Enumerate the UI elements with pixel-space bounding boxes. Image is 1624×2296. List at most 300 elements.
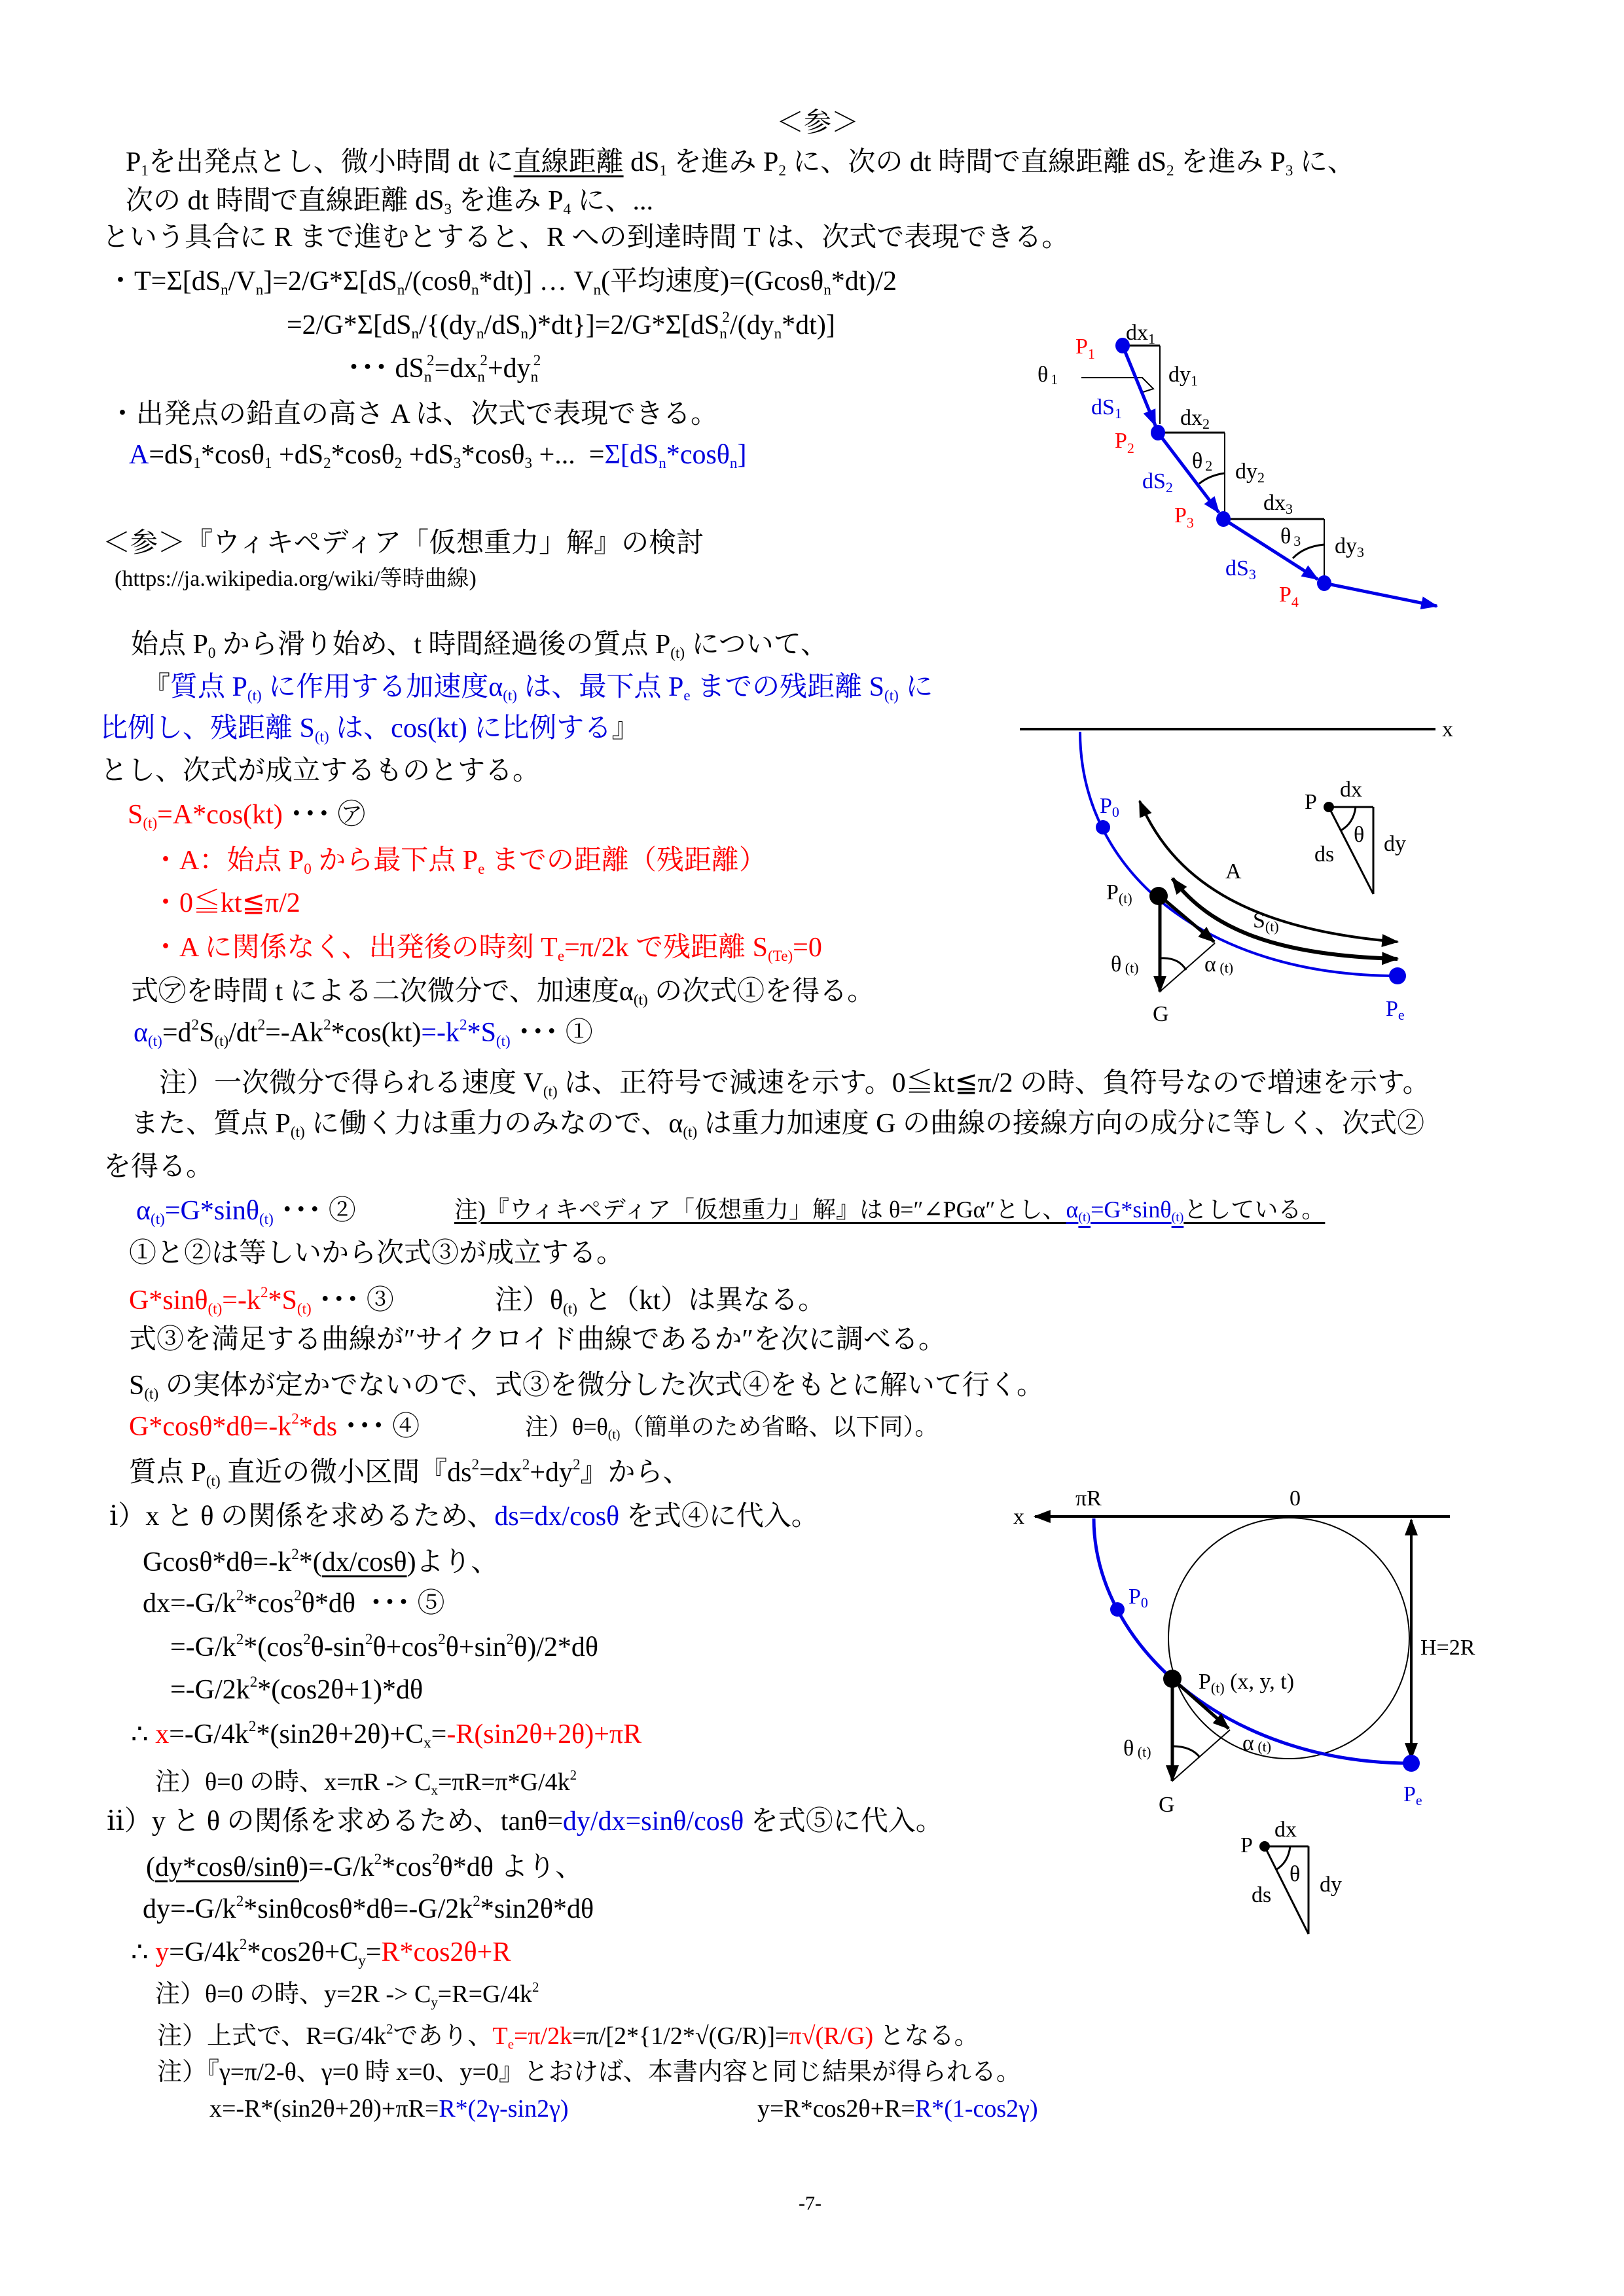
gravity-label: G (1153, 1002, 1169, 1026)
text-run: *ds (298, 1412, 338, 1442)
label-sub: 1 (1051, 371, 1058, 387)
text-run: ･･･ dS (347, 353, 424, 384)
text-run: θ)/2*dθ (514, 1632, 599, 1662)
text-run: を式④に代入。 (619, 1501, 819, 1532)
current-point-label (1106, 880, 1132, 906)
diagram-cycloid (1013, 1486, 1475, 1934)
text-run: Gcosθ*dθ=-k (143, 1547, 292, 1577)
subscript: 3 (1285, 162, 1293, 179)
text-run: =-Ak (265, 1018, 324, 1048)
text-run: *dt)/2 (831, 266, 897, 296)
superscript: 2 (248, 1717, 257, 1734)
label-main: P (1403, 1782, 1416, 1806)
text-run: 注)『ウィキペディア「仮想重力」解』は θ=″∠PGα″とし、 (454, 1196, 1066, 1223)
differential-triangle (1240, 1818, 1342, 1934)
text-run: に、次の dt 時間で直線距離 dS (785, 147, 1166, 177)
text-run: =π/2k (514, 2022, 573, 2050)
subscript: (t) (607, 1427, 621, 1443)
superscript: 2 (427, 351, 435, 368)
text-run: から最下点 P (311, 846, 478, 876)
point-p4-dot (1317, 575, 1331, 591)
text-run: は、正符号で減速を示す。0≦kt≦π/2 の時、負符号なので増速を示す。 (557, 1068, 1430, 1098)
text-run: ・T=Σ[dS (107, 266, 221, 296)
subscript: 3 (453, 454, 461, 472)
text-run: までの残距離 S (690, 672, 884, 702)
text-run: について、 (685, 630, 828, 660)
subscript: e (478, 860, 485, 878)
text-run: =πR=π*G/4k (437, 1768, 570, 1796)
text-run: *dt)] (782, 310, 835, 340)
text-run: =G*sinθ (164, 1196, 259, 1226)
text-run: は重力加速度 G の曲線の接線方向の成分に等しく、次式② (697, 1109, 1425, 1139)
subscript: 1 (264, 454, 272, 472)
ds3-label (1225, 556, 1256, 583)
text-run: /{(dy (419, 310, 477, 340)
text-run: *sinθcosθ*dθ=-G/2k (244, 1894, 473, 1924)
text-run: =-G/4k (169, 1719, 249, 1749)
text-run: *( (298, 1547, 322, 1577)
text-run: ･･･ ① (510, 1018, 593, 1048)
text-run: )=-G/k (298, 1852, 374, 1882)
label-sub: (t) (1210, 1679, 1225, 1696)
triangle-theta-arc (1276, 1846, 1290, 1870)
label-sub: 1 (1148, 331, 1155, 347)
text-run: α (1066, 1196, 1079, 1223)
text-run: =-k (222, 1285, 261, 1316)
differential-triangle (1305, 778, 1406, 894)
end-point-dot (1389, 967, 1406, 984)
superscript: 2 (249, 1672, 258, 1690)
text-run: としている。 (1183, 1196, 1326, 1223)
subscript: x (431, 1782, 438, 1798)
subscript: (t) (563, 1300, 577, 1318)
dy3-label (1335, 534, 1364, 560)
subscript: n (729, 454, 738, 472)
text-run: 質点 P (170, 672, 247, 702)
text-run: dS (623, 147, 660, 177)
subscript: (t) (151, 1210, 165, 1228)
subscript: (t) (314, 728, 329, 745)
text-run: /dS (484, 310, 521, 340)
text-run: 始点 P (131, 630, 208, 660)
current-point-dot (1163, 1670, 1182, 1688)
text-run: =R=G/4k (437, 1981, 533, 2008)
subscript: 2 (778, 162, 786, 179)
superscript: 2 (365, 1630, 373, 1647)
p4-label (1279, 583, 1299, 610)
text-run: =-k (421, 1018, 460, 1048)
superscript: 2 (236, 1586, 244, 1604)
triangle-dy-label: dy (1384, 832, 1406, 856)
superscript: 2 (569, 1767, 577, 1783)
text-run: ・出発点の鉛直の高さ A は、次式で表現できる。 (109, 399, 719, 429)
superscript: 2 (522, 1455, 530, 1473)
subscript: n (659, 454, 666, 472)
text-run: x=-R*(sin2θ+2θ)+πR= (209, 2095, 439, 2123)
descent-curve (1080, 732, 1398, 976)
text-run: 式③を満足する曲線が″サイクロイド曲線であるか″を次に調べる。 (129, 1325, 946, 1355)
text-run: の次式①を得る。 (647, 977, 875, 1007)
subscript: n (823, 281, 831, 298)
subscript: 3 (524, 454, 533, 472)
superscript: 2 (471, 1455, 480, 1473)
subscript: (t) (496, 1032, 511, 1050)
text-run: の実体が定かでないので、式③を微分した次式④をもとに解いて行く。 (158, 1371, 1044, 1401)
residual-s-label (1253, 908, 1279, 935)
text-run: 直線距離 (513, 147, 624, 177)
text-run: 質点 P (129, 1458, 206, 1488)
text-run: y (155, 1937, 170, 1967)
subscript: y (358, 1952, 366, 1969)
superscript: 2 (480, 351, 488, 368)
label-main: θ (1123, 1736, 1134, 1761)
triangle-dx-label: dx (1340, 778, 1362, 802)
text-run: +dS (272, 440, 324, 470)
x-axis-label: x (1013, 1505, 1024, 1529)
distance-a-label: A (1225, 859, 1242, 884)
text-run: =d (162, 1018, 192, 1048)
text-run: *(sin2θ+2θ)+C (256, 1719, 424, 1749)
text-run: 式㋐を時間 t による二次微分で、加速度α (131, 977, 634, 1007)
text-run: =A*cos(kt) (157, 800, 283, 830)
subscript: 1 (141, 162, 149, 179)
theta2-arc (1199, 473, 1225, 484)
text-run: G*cosθ*dθ=-k (129, 1412, 292, 1442)
text-run: 注）θ=θ (525, 1414, 608, 1440)
label-main: θ (1280, 524, 1291, 548)
label-sub: 1 (1114, 405, 1122, 422)
subscript: (t) (633, 991, 648, 1009)
label-main: P (1386, 997, 1398, 1021)
triangle-point-label: P (1240, 1833, 1253, 1857)
text-run: ･･･ ④ (337, 1412, 420, 1442)
force-triangle-edge (1172, 1730, 1230, 1781)
superscript: 2 (432, 1850, 440, 1867)
label-sub: e (1415, 1792, 1422, 1808)
text-run: *cos (382, 1852, 433, 1882)
text-run: 注）上式で、R=G/4k (157, 2022, 387, 2050)
text-run: （簡単のため省略、以下同）。 (620, 1414, 939, 1440)
superscript: 2 (323, 1015, 331, 1033)
text-run: -7- (799, 2193, 821, 2214)
text-run: 『 (143, 672, 171, 702)
start-point-dot (1096, 820, 1110, 834)
text-run: R*cos2θ+R (381, 1937, 511, 1967)
text-run: 』 (611, 713, 640, 744)
text-run: 次の dt 時間で直線距離 dS (126, 186, 444, 216)
text-run: という具合に R まで進むとすると、R への到達時間 T は、次式で表現できる。 (102, 223, 1070, 253)
point-p2-dot (1151, 425, 1165, 440)
subscript: n (471, 281, 479, 298)
label-main: dx (1263, 491, 1286, 515)
label-main: P (1075, 334, 1088, 359)
label-sub: 3 (1293, 533, 1301, 549)
label-main: dy (1335, 534, 1357, 558)
text-run: =π/2k で残距離 S (564, 933, 768, 963)
text-run: +dS (402, 440, 454, 470)
text-run: となる。 (873, 2022, 979, 2050)
current-point-dot (1149, 887, 1168, 905)
text-run: ∴ (131, 1719, 156, 1749)
label-main: dy (1168, 363, 1191, 387)
superscript: 2 (303, 1630, 311, 1647)
text-run: *cosθ (331, 440, 395, 470)
text-run: dx/cosθ (321, 1547, 407, 1577)
label-sub: 2 (1202, 416, 1210, 432)
label-sub: 2 (1205, 457, 1213, 474)
label-main: α (1242, 1731, 1254, 1755)
text-run: S (199, 1018, 215, 1048)
subscript: e (557, 947, 565, 965)
theta-label (1123, 1736, 1151, 1761)
subscript: (t) (208, 1300, 223, 1318)
text-run: 注）θ=0 の時、y=2R -> C (155, 1981, 431, 2008)
label-sub: 0 (1140, 1594, 1148, 1611)
text-run: +... = (532, 440, 605, 470)
end-point-label (1403, 1782, 1422, 1808)
text-run: *cosθ (461, 440, 525, 470)
subscript: n (221, 281, 228, 298)
text-run: ･･･ ③ (311, 1285, 394, 1316)
p1-label (1075, 334, 1095, 362)
text-run: は、cos(kt) に比例する (329, 713, 612, 744)
text-run: θ+sin (445, 1632, 507, 1662)
dy1-label (1168, 363, 1198, 389)
text-run: であり、 (393, 2022, 493, 2050)
text-run: G*sinθ (129, 1285, 208, 1316)
dx2-label (1180, 406, 1210, 432)
superscript: 2 (438, 1630, 446, 1647)
theta-label (1111, 952, 1139, 977)
text-run: *cos (244, 1588, 295, 1619)
text-run: *sin2θ*dθ (480, 1894, 594, 1924)
text-run: /dt (228, 1018, 258, 1048)
continuation-arrow (1324, 583, 1437, 606)
point-p3-dot (1216, 511, 1231, 527)
text-run: *dt)] … V (478, 266, 594, 296)
text-run: dy/dx=sinθ/cosθ (562, 1806, 744, 1837)
text-run: dy=-G/k (143, 1894, 236, 1924)
alpha-label (1242, 1731, 1271, 1755)
text-run: また、質点 P (131, 1109, 291, 1139)
text-run: に (898, 672, 933, 702)
text-run: (平均速度)=(Gcosθ (601, 266, 824, 296)
subscript: (t) (247, 687, 262, 704)
subscript: 3 (444, 200, 452, 218)
text-run: *cos(kt) (331, 1018, 422, 1048)
dy2-label (1235, 459, 1265, 486)
subscript: 2 (394, 454, 403, 472)
text-run: )より、 (406, 1547, 499, 1577)
subscript: 2 (1166, 162, 1174, 179)
theta1-label (1038, 363, 1058, 387)
subscript: n (593, 281, 602, 298)
label-sub: 2 (1165, 479, 1173, 495)
text-run: を進み P (667, 147, 779, 177)
subscript: (Te) (768, 947, 793, 965)
subscript: (t) (543, 1083, 558, 1100)
text-run: を出発点とし、微小時間 dt に (148, 147, 514, 177)
text-run: =G*sinθ (1091, 1196, 1172, 1223)
label-sub: (t) (1118, 890, 1132, 906)
triangle-theta-label: θ (1290, 1862, 1301, 1886)
text-run: を進み P (452, 186, 564, 216)
text-run: *S (467, 1018, 496, 1048)
subscript: n (774, 325, 782, 342)
text-run: ･･･ ② (273, 1196, 356, 1226)
subscript: (t) (683, 1123, 698, 1141)
text-run: α (136, 1196, 151, 1226)
text-run: *cos2θ+C (247, 1937, 359, 1967)
text-run: +dy (487, 353, 531, 384)
end-point-dot (1403, 1755, 1420, 1772)
subscript: (t) (1078, 1210, 1091, 1225)
text-run: 』から、 (580, 1458, 691, 1488)
subscript: (t) (290, 1123, 305, 1141)
label-sub: 3 (1357, 544, 1364, 560)
text-run: /(dy (729, 310, 774, 340)
subscript: (t) (670, 644, 685, 662)
text-run: *S (268, 1285, 297, 1316)
diagram-step-path (1038, 321, 1437, 610)
start-point-label (1100, 794, 1119, 820)
subscript: (t) (1171, 1210, 1184, 1225)
superscript: 2 (191, 1015, 200, 1033)
label-main: θ (1192, 449, 1203, 473)
label-main: S (1253, 908, 1265, 933)
text-run: を進み P (1174, 147, 1286, 177)
subscript: n (520, 325, 528, 342)
ds2-label (1142, 469, 1173, 495)
subscript: (t) (214, 1032, 229, 1050)
text-run: ⅰ）x と θ の関係を求めるため、 (109, 1501, 495, 1532)
label-main: P (1199, 1670, 1211, 1694)
label-sub: 2 (1257, 469, 1265, 486)
dx1-label (1126, 321, 1155, 347)
label-main: dx (1180, 406, 1202, 430)
gravity-label: G (1159, 1793, 1175, 1817)
text-run: x (155, 1719, 170, 1749)
superscript: 2 (573, 1455, 581, 1473)
text-run: から滑り始め、t 時間経過後の質点 P (215, 630, 671, 660)
subscript: n (719, 325, 727, 342)
text-run: 注）『γ=π/2-θ、γ=0 時 x=0、y=0』とおけば、本書内容と同じ結果が得られる。 (157, 2058, 1021, 2086)
text-run: -R(sin2θ+2θ)+πR (446, 1719, 642, 1749)
current-point-label (1199, 1670, 1294, 1696)
p2-label (1115, 429, 1134, 456)
height-label: H=2R (1420, 1636, 1475, 1660)
label-sub: 3 (1186, 514, 1194, 531)
text-run: θ*dθ ･･･ ⑤ (301, 1588, 445, 1619)
subscript: (t) (503, 687, 518, 704)
text-run: A (129, 440, 149, 470)
text-run: (https://ja.wikipedia.org/wiki/等時曲線) (115, 567, 477, 591)
text-run: R*(1-cos2γ) (914, 2095, 1038, 2123)
triangle-point-label: P (1305, 790, 1317, 814)
subscript: n (477, 368, 485, 386)
subscript: x (424, 1734, 431, 1751)
subscript: (t) (148, 1032, 162, 1050)
superscript: 2 (386, 2020, 393, 2037)
text-run: は、最下点 P (517, 672, 684, 702)
text-run: ＜参＞ (776, 108, 859, 138)
text-run: に作用する加速度α (261, 672, 503, 702)
text-run: ( (146, 1852, 155, 1882)
end-point-label (1386, 997, 1405, 1023)
superscript: 2 (533, 351, 541, 368)
text-run: ・A に関係なく、出発後の時刻 T (152, 933, 558, 963)
text-run: P (126, 147, 141, 177)
label-sub: (t) (1254, 1738, 1272, 1755)
label-sub: 0 (1111, 804, 1119, 820)
text-run: *(cos (244, 1632, 304, 1662)
pi-r-label: πR (1075, 1486, 1102, 1511)
label-main: θ (1038, 363, 1049, 387)
subscript: n (530, 368, 539, 386)
text-run: π√(R/G) (789, 2022, 874, 2050)
superscript: 2 (239, 1935, 247, 1952)
text-run: =dx (434, 353, 478, 384)
text-run: =π/[2*{1/2*√(G/R)]= (572, 2022, 789, 2050)
theta-arc (1160, 958, 1186, 970)
subscript: (t) (297, 1300, 312, 1318)
text-run: +dy (530, 1458, 573, 1488)
text-run: =0 (793, 933, 822, 963)
x-axis-label: x (1442, 717, 1453, 742)
text-run: T (492, 2022, 508, 2050)
triangle-dx-label: dx (1274, 1818, 1297, 1842)
text-run: = (431, 1719, 447, 1749)
text-run: ・0≦kt≦π/2 (152, 888, 300, 918)
label-sub: 1 (1191, 372, 1198, 389)
subscript: y (431, 1994, 438, 2010)
superscript: 2 (473, 1892, 480, 1909)
subscript: n (255, 281, 264, 298)
label-sub: 3 (1286, 501, 1293, 517)
start-point-label (1128, 1585, 1148, 1611)
subscript: n (424, 368, 432, 386)
label-main: θ (1111, 952, 1122, 977)
subscript: 4 (563, 200, 571, 218)
text-run: Σ[dS (604, 440, 659, 470)
label-sub: (t) (1134, 1744, 1151, 1760)
label-main: P (1106, 880, 1119, 905)
diagram-residual-distance (1020, 717, 1453, 1026)
label-sub: (t) (1121, 960, 1139, 976)
triangle-theta-label: θ (1354, 823, 1365, 847)
text-run: S (128, 800, 143, 830)
text-run: =dS (149, 440, 194, 470)
alpha-arrow (1160, 896, 1214, 942)
text-run: θ*dθ より、 (439, 1852, 583, 1882)
text-run: =2/G*Σ[dS (287, 310, 412, 340)
subscript: (t) (884, 687, 899, 704)
text-run: を式⑤に代入。 (744, 1806, 943, 1837)
subscript: 0 (208, 644, 216, 662)
p3-label (1174, 503, 1194, 531)
text-run: に働く力は重力のみなので、α (304, 1109, 683, 1139)
subscript: 1 (659, 162, 667, 179)
text-run: =-G/k (170, 1632, 236, 1662)
text-run: S (129, 1371, 145, 1401)
subscript: n (411, 325, 420, 342)
text-run: ＜参＞『ウィキペディア「仮想重力」解』の検討 (103, 528, 704, 558)
subscript: 0 (304, 860, 312, 878)
subscript: (t) (206, 1472, 221, 1490)
text-run: 注）θ (495, 1285, 564, 1316)
label-sub: (t) (1265, 918, 1279, 935)
theta-arc (1172, 1746, 1200, 1757)
